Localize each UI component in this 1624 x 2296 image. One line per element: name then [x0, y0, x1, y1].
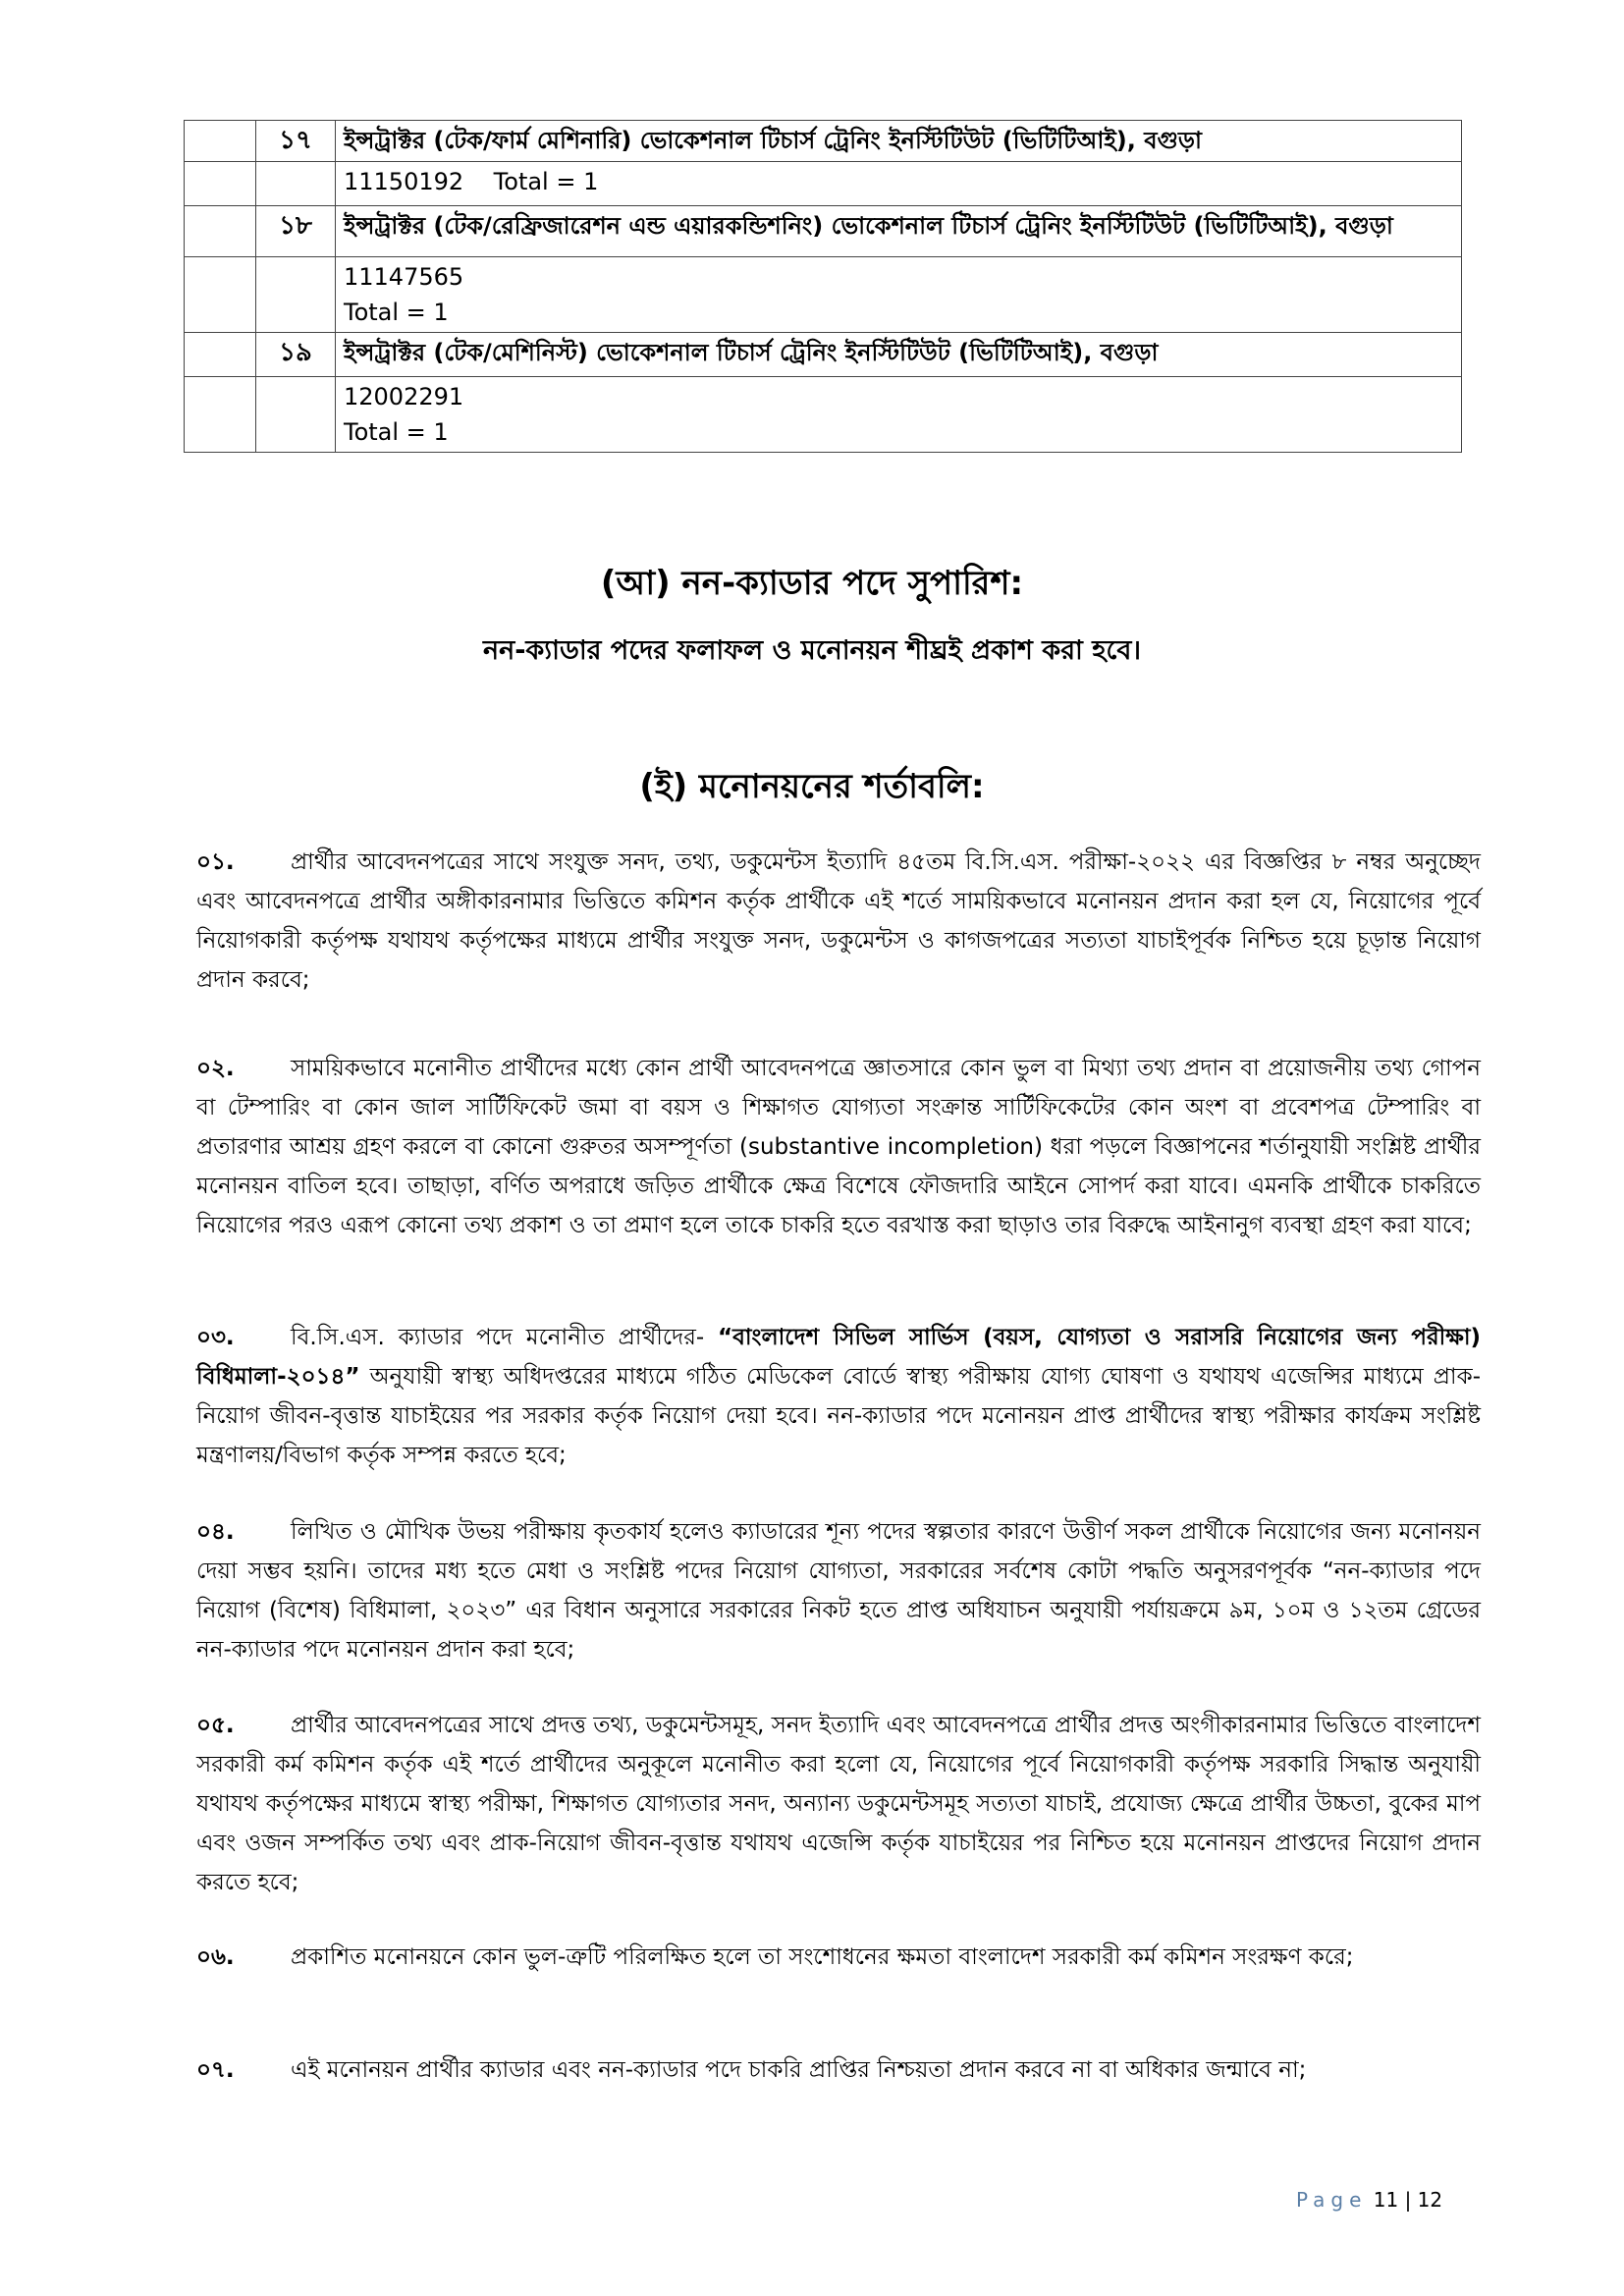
condition-text: প্রকাশিত মনোনয়নে কোন ভুল-ত্রুটি পরিলক্ষিত হলে তা সংশোধনের ক্ষমতা বাংলাদেশ সরকারী কর্ম কমিশন সংরক্ষণ করে; — [291, 1944, 1354, 1970]
condition-number: ০৬. — [196, 1944, 235, 1970]
cell — [256, 162, 336, 206]
total: Total = 1 — [493, 168, 599, 195]
condition-text: অনুযায়ী স্বাস্থ্য অধিদপ্তরের মাধ্যমে গঠিত মেডিকেল বোর্ডে স্বাস্থ্য পরীক্ষায় যোগ্য ঘোষণা ও যথাযথ এজেন্সির মাধ্যমে প্রাক-নিয়োগ জীবন-বৃত্তান্ত যাচাইয়ের পর সরকার কর্তৃক নিয়োগ দেয়া হবে। নন-ক্যাডার পদে মনোনয়ন প্রাপ্ত প্রার্থীদের স্বাস্থ্য পরীক্ষার কার্যক্রম সংশ্লিষ্ট মন্ত্রণালয়/বিভাগ কর্তৃক সম্পন্ন করতে হবে; — [196, 1364, 1481, 1468]
page-label: Page — [1296, 2188, 1368, 2212]
section-heading-non-cadre: (আ) নন-ক্যাডার পদে সুপারিশ: — [600, 564, 1024, 603]
cell — [185, 162, 256, 206]
table-row — [185, 206, 1462, 257]
condition-text: সাময়িকভাবে মনোনীত প্রার্থীদের মধ্যে কোন প্রার্থী আবেদনপত্রে জ্ঞাতসারে কোন ভুল বা মিথ্যা তথ্য প্রদান বা প্রয়োজনীয় তথ্য গোপন বা টেম্পারিং বা কোন জাল সার্টিফিকেট জমা বা বয়স ও শিক্ষাগত যোগ্যতা সংক্রান্ত সার্টিফিকেটের কোন অংশ বা প্রবেশপত্র টেম্পারিং বা প্রতারণার আশ্রয় গ্রহণ করলে বা কোনো গুরুতর অসম্পূর্ণতা (substantive incompletion) ধরা পড়লে বিজ্ঞাপনের শর্তানুযায়ী সংশ্লিষ্ট প্রার্থীর মনোনয়ন বাতিল হবে। তাছাড়া, বর্ণিত অপরাধে জড়িত প্রার্থীকে ক্ষেত্র বিশেষে ফৌজদারি আইনে সোপর্দ করা যাবে। এমনকি প্রার্থীকে চাকরিতে নিয়োগের পরও এরূপ কোনো তথ্য প্রকাশ ও তা প্রমাণ হলে তাকে চাকরি হতে বরখাস্ত করা ছাড়াও তার বিরুদ্ধে আইনানুগ ব্যবস্থা গ্রহণ করা যাবে; — [196, 1056, 1481, 1238]
serial: ১৭ — [256, 121, 336, 162]
rule-name: “বাংলাদেশ সিভিল সার্ভিস (বয়স, যোগ্যতা ও সরাসরি নিয়োগের জন্য পরীক্ষা) বিধিমালা-২০১৪” — [196, 1325, 1482, 1390]
condition-number: ০১. — [196, 849, 235, 875]
cell — [185, 121, 256, 162]
cell — [256, 257, 336, 333]
reg-number: 12002291 — [344, 383, 464, 410]
reg-number: 11150192 — [344, 168, 464, 195]
condition-02 — [196, 1049, 1481, 1245]
serial: ১৮ — [256, 206, 336, 257]
reg-number: 11147565 — [344, 263, 464, 291]
reg-cell — [336, 257, 1462, 333]
condition-number: ০৩. — [196, 1325, 235, 1350]
condition-text: প্রার্থীর আবেদনপত্রের সাথে সংযুক্ত সনদ, তথ্য, ডকুমেন্টস ইত্যাদি ৪৫তম বি.সি.এস. পরীক্ষা-২০২২ এর বিজ্ঞপ্তির ৮ নম্বর অনুচ্ছেদ এবং আবেদনপত্রে প্রার্থীর অঙ্গীকারনামার ভিত্তিতে কমিশন কর্তৃক প্রার্থীকে এই শর্তে সাময়িকভাবে মনোনয়ন প্রদান করা হল যে, নিয়োগের পূর্বে নিয়োগকারী কর্তৃপক্ষ যথাযথ কর্তৃপক্ষের মাধ্যমে প্রার্থীর সংযুক্ত সনদ, ডকুমেন্টস ও কাগজপত্রের সত্যতা যাচাইপূর্বক নিশ্চিত হয়ে চূড়ান্ত নিয়োগ প্রদান করবে; — [196, 849, 1481, 993]
condition-number: ০৫. — [196, 1713, 235, 1738]
condition-number: ০৪. — [196, 1519, 235, 1545]
condition-text: প্রার্থীর আবেদনপত্রের সাথে প্রদত্ত তথ্য, ডকুমেন্টসমূহ, সনদ ইত্যাদি এবং আবেদনপত্রে প্রার্থীর প্রদত্ত অংগীকারনামার ভিত্তিতে বাংলাদেশ সরকারী কর্ম কমিশন কর্তৃক এই শর্তে প্রার্থীদের অনুকূলে মনোনীত করা হলো যে, নিয়োগের পূর্বে নিয়োগকারী কর্তৃপক্ষ সরকারি সিদ্ধান্ত অনুযায়ী যথাযথ কর্তৃপক্ষের মাধ্যমে স্বাস্থ্য পরীক্ষা, শিক্ষাগত যোগ্যতার সনদ, অন্যান্য ডকুমেন্টসমূহ সত্যতা যাচাই, প্রযোজ্য ক্ষেত্রে প্রার্থীর উচ্চতা, বুকের মাপ এবং ওজন সম্পর্কিত তথ্য এবং প্রাক-নিয়োগ জীবন-বৃত্তান্ত যথাযথ এজেন্সি কর্তৃক যাচাইয়ের পর নিশ্চিত হয়ে মনোনয়ন প্রাপ্তদের নিয়োগ প্রদান করতে হবে; — [196, 1713, 1481, 1895]
post-title: ইন্সট্রাক্টর (টেক/রেফ্রিজারেশন এন্ড এয়ারকন্ডিশনিং) ভোকেশনাল টিচার্স ট্রেনিং ইনস্টিটিউট (ভিটিটিআই), বগুড়া — [336, 206, 1462, 257]
posts-table — [184, 120, 1462, 453]
reg-cell — [336, 162, 1462, 206]
condition-03 — [196, 1318, 1481, 1475]
condition-01 — [196, 843, 1481, 1000]
condition-number: ০২. — [196, 1056, 235, 1081]
total: Total = 1 — [344, 418, 449, 446]
section-subheading: নন-ক্যাডার পদের ফলাফল ও মনোনয়ন শীঘ্রই প্রকাশ করা হবে। — [482, 635, 1141, 666]
condition-04 — [196, 1512, 1481, 1669]
cell — [256, 377, 336, 453]
table-row — [185, 333, 1462, 377]
condition-text: এই মনোনয়ন প্রার্থীর ক্যাডার এবং নন-ক্যাডার পদে চাকরি প্রাপ্তির নিশ্চয়তা প্রদান করবে না বা অধিকার জন্মাবে না; — [291, 2057, 1307, 2083]
condition-07 — [196, 2050, 1481, 2090]
cell — [185, 206, 256, 257]
post-title: ইন্সট্রাক্টর (টেক/মেশিনিস্ট) ভোকেশনাল টিচার্স ট্রেনিং ইনস্টিটিউট (ভিটিটিআই), বগুড়া — [336, 333, 1462, 377]
cell — [185, 257, 256, 333]
page-footer — [1296, 2188, 1442, 2212]
cell — [185, 377, 256, 453]
page-number: 11 | 12 — [1373, 2188, 1443, 2212]
condition-text: লিখিত ও মৌখিক উভয় পরীক্ষায় কৃতকার্য হলেও ক্যাডারের শূন্য পদের স্বল্পতার কারণে উত্তীর্ণ সকল প্রার্থীকে নিয়োগের জন্য মনোনয়ন দেয়া সম্ভব হয়নি। তাদের মধ্য হতে মেধা ও সংশ্লিষ্ট পদের নিয়োগ যোগ্যতা, সরকারের সর্বশেষ কোটা পদ্ধতি অনুসরণপূর্বক “নন-ক্যাডার পদে নিয়োগ (বিশেষ) বিধিমালা, ২০২৩” এর বিধান অনুসারে সরকারের নিকট হতে প্রাপ্ত অধিযাচন অনুযায়ী পর্যায়ক্রমে ৯ম, ১০ম ও ১২তম গ্রেডের নন-ক্যাডার পদে মনোনয়ন প্রদান করা হবে; — [196, 1519, 1481, 1663]
condition-text-pre: বি.সি.এস. ক্যাডার পদে মনোনীত প্রার্থীদের- — [291, 1325, 718, 1350]
condition-06 — [196, 1938, 1481, 1977]
table-row — [185, 162, 1462, 206]
condition-05 — [196, 1706, 1481, 1902]
table-row — [185, 377, 1462, 453]
table-row — [185, 121, 1462, 162]
condition-number: ০৭. — [196, 2057, 235, 2083]
section-heading-conditions: (ই) মনোনয়নের শর্তাবলি: — [639, 767, 985, 806]
table-row — [185, 257, 1462, 333]
total: Total = 1 — [344, 299, 449, 326]
serial: ১৯ — [256, 333, 336, 377]
post-title: ইন্সট্রাক্টর (টেক/ফার্ম মেশিনারি) ভোকেশনাল টিচার্স ট্রেনিং ইনস্টিটিউট (ভিটিটিআই), বগুড়া — [336, 121, 1462, 162]
reg-cell — [336, 377, 1462, 453]
cell — [185, 333, 256, 377]
